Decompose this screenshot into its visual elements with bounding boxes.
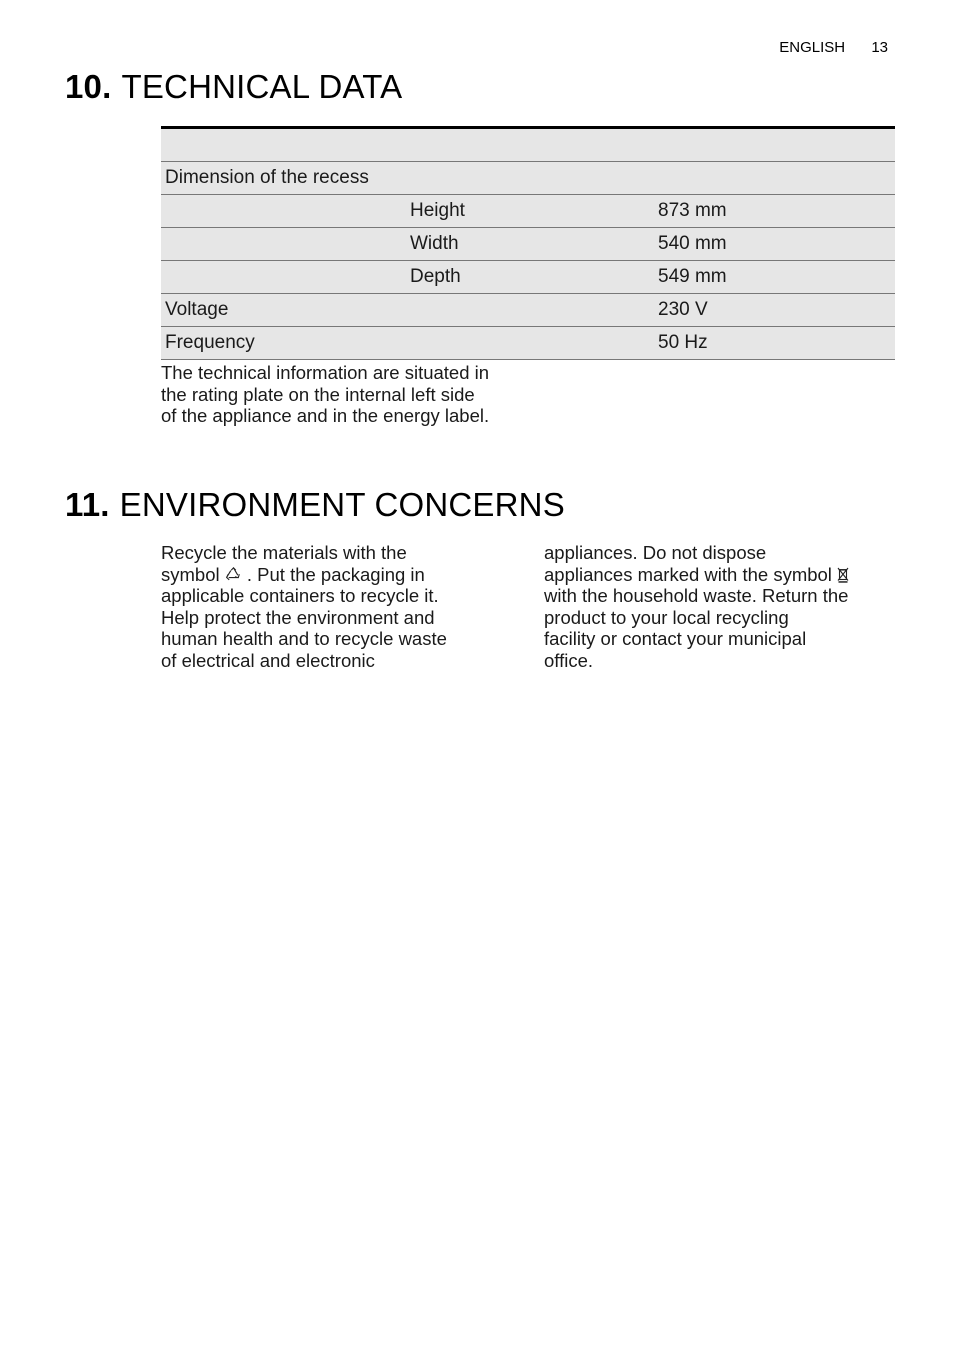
- text-line: applicable containers to recycle it.: [161, 585, 439, 606]
- table-cell: 50 Hz: [651, 327, 895, 360]
- table-cell: 540 mm: [651, 228, 895, 261]
- table-cell: [161, 128, 406, 162]
- text-line: human health and to recycle waste: [161, 628, 447, 649]
- text-line: with the household waste. Return the: [544, 585, 849, 606]
- section-title-environment-concerns: [65, 486, 565, 524]
- note-line: of the appliance and in the energy label.: [161, 405, 490, 426]
- table-cell: Width: [406, 228, 651, 261]
- table-cell: Voltage: [161, 294, 406, 327]
- page-header: [779, 39, 888, 56]
- technical-note: [161, 362, 521, 427]
- table-row: [161, 327, 895, 360]
- text-fragment: appliances marked with the symbol: [544, 563, 832, 585]
- table-cell: Depth: [406, 261, 651, 294]
- section-number: 10.: [65, 68, 112, 105]
- table-row: [161, 294, 895, 327]
- table-cell: [161, 195, 406, 228]
- section-number: 11.: [65, 486, 110, 523]
- crossed-bin-icon: [837, 567, 849, 583]
- text-line: Help protect the environment and: [161, 606, 435, 628]
- recycle-icon: [225, 567, 242, 583]
- table-cell: [161, 228, 406, 261]
- table-cell: [161, 261, 406, 294]
- table-cell: 873 mm: [651, 195, 895, 228]
- table-row: [161, 261, 895, 294]
- text-fragment: symbol: [161, 563, 220, 585]
- text-line: Recycle the materials with the: [161, 542, 407, 563]
- note-line: The technical information are situated in: [161, 362, 490, 383]
- text-line: [544, 564, 879, 586]
- table-row: [161, 162, 895, 195]
- text-line: office.: [544, 649, 594, 671]
- text-fragment: . Put the packaging in: [246, 563, 425, 585]
- table-row: [161, 128, 895, 162]
- table-cell: [406, 294, 651, 327]
- section-title-text: ENVIRONMENT CONCERNS: [119, 486, 565, 523]
- note-line: the rating plate on the internal left side: [161, 383, 475, 405]
- table-cell: 230 V: [651, 294, 895, 327]
- header-language: ENGLISH: [779, 39, 846, 56]
- table-row: [161, 195, 895, 228]
- table-cell: Frequency: [161, 327, 406, 360]
- table-cell: 549 mm: [651, 261, 895, 294]
- page-number: 13: [871, 39, 888, 56]
- text-line: facility or contact your municipal: [544, 628, 807, 649]
- table-cell: [651, 128, 895, 162]
- text-line: product to your local recycling: [544, 606, 789, 628]
- table-row: [161, 228, 895, 261]
- environment-text-left: [161, 542, 491, 671]
- section-title-technical-data: [65, 68, 402, 106]
- table-cell: [651, 162, 895, 195]
- text-line: [161, 564, 491, 586]
- environment-text-right: [544, 542, 879, 671]
- technical-data-table: [161, 126, 895, 360]
- table-cell: [406, 162, 651, 195]
- table-cell: Dimension of the recess: [161, 162, 406, 195]
- table-cell: [406, 327, 651, 360]
- text-line: of electrical and electronic: [161, 649, 375, 671]
- table-cell: Height: [406, 195, 651, 228]
- table-cell: [406, 128, 651, 162]
- section-title-text: TECHNICAL DATA: [121, 68, 403, 105]
- text-line: appliances. Do not dispose: [544, 542, 767, 563]
